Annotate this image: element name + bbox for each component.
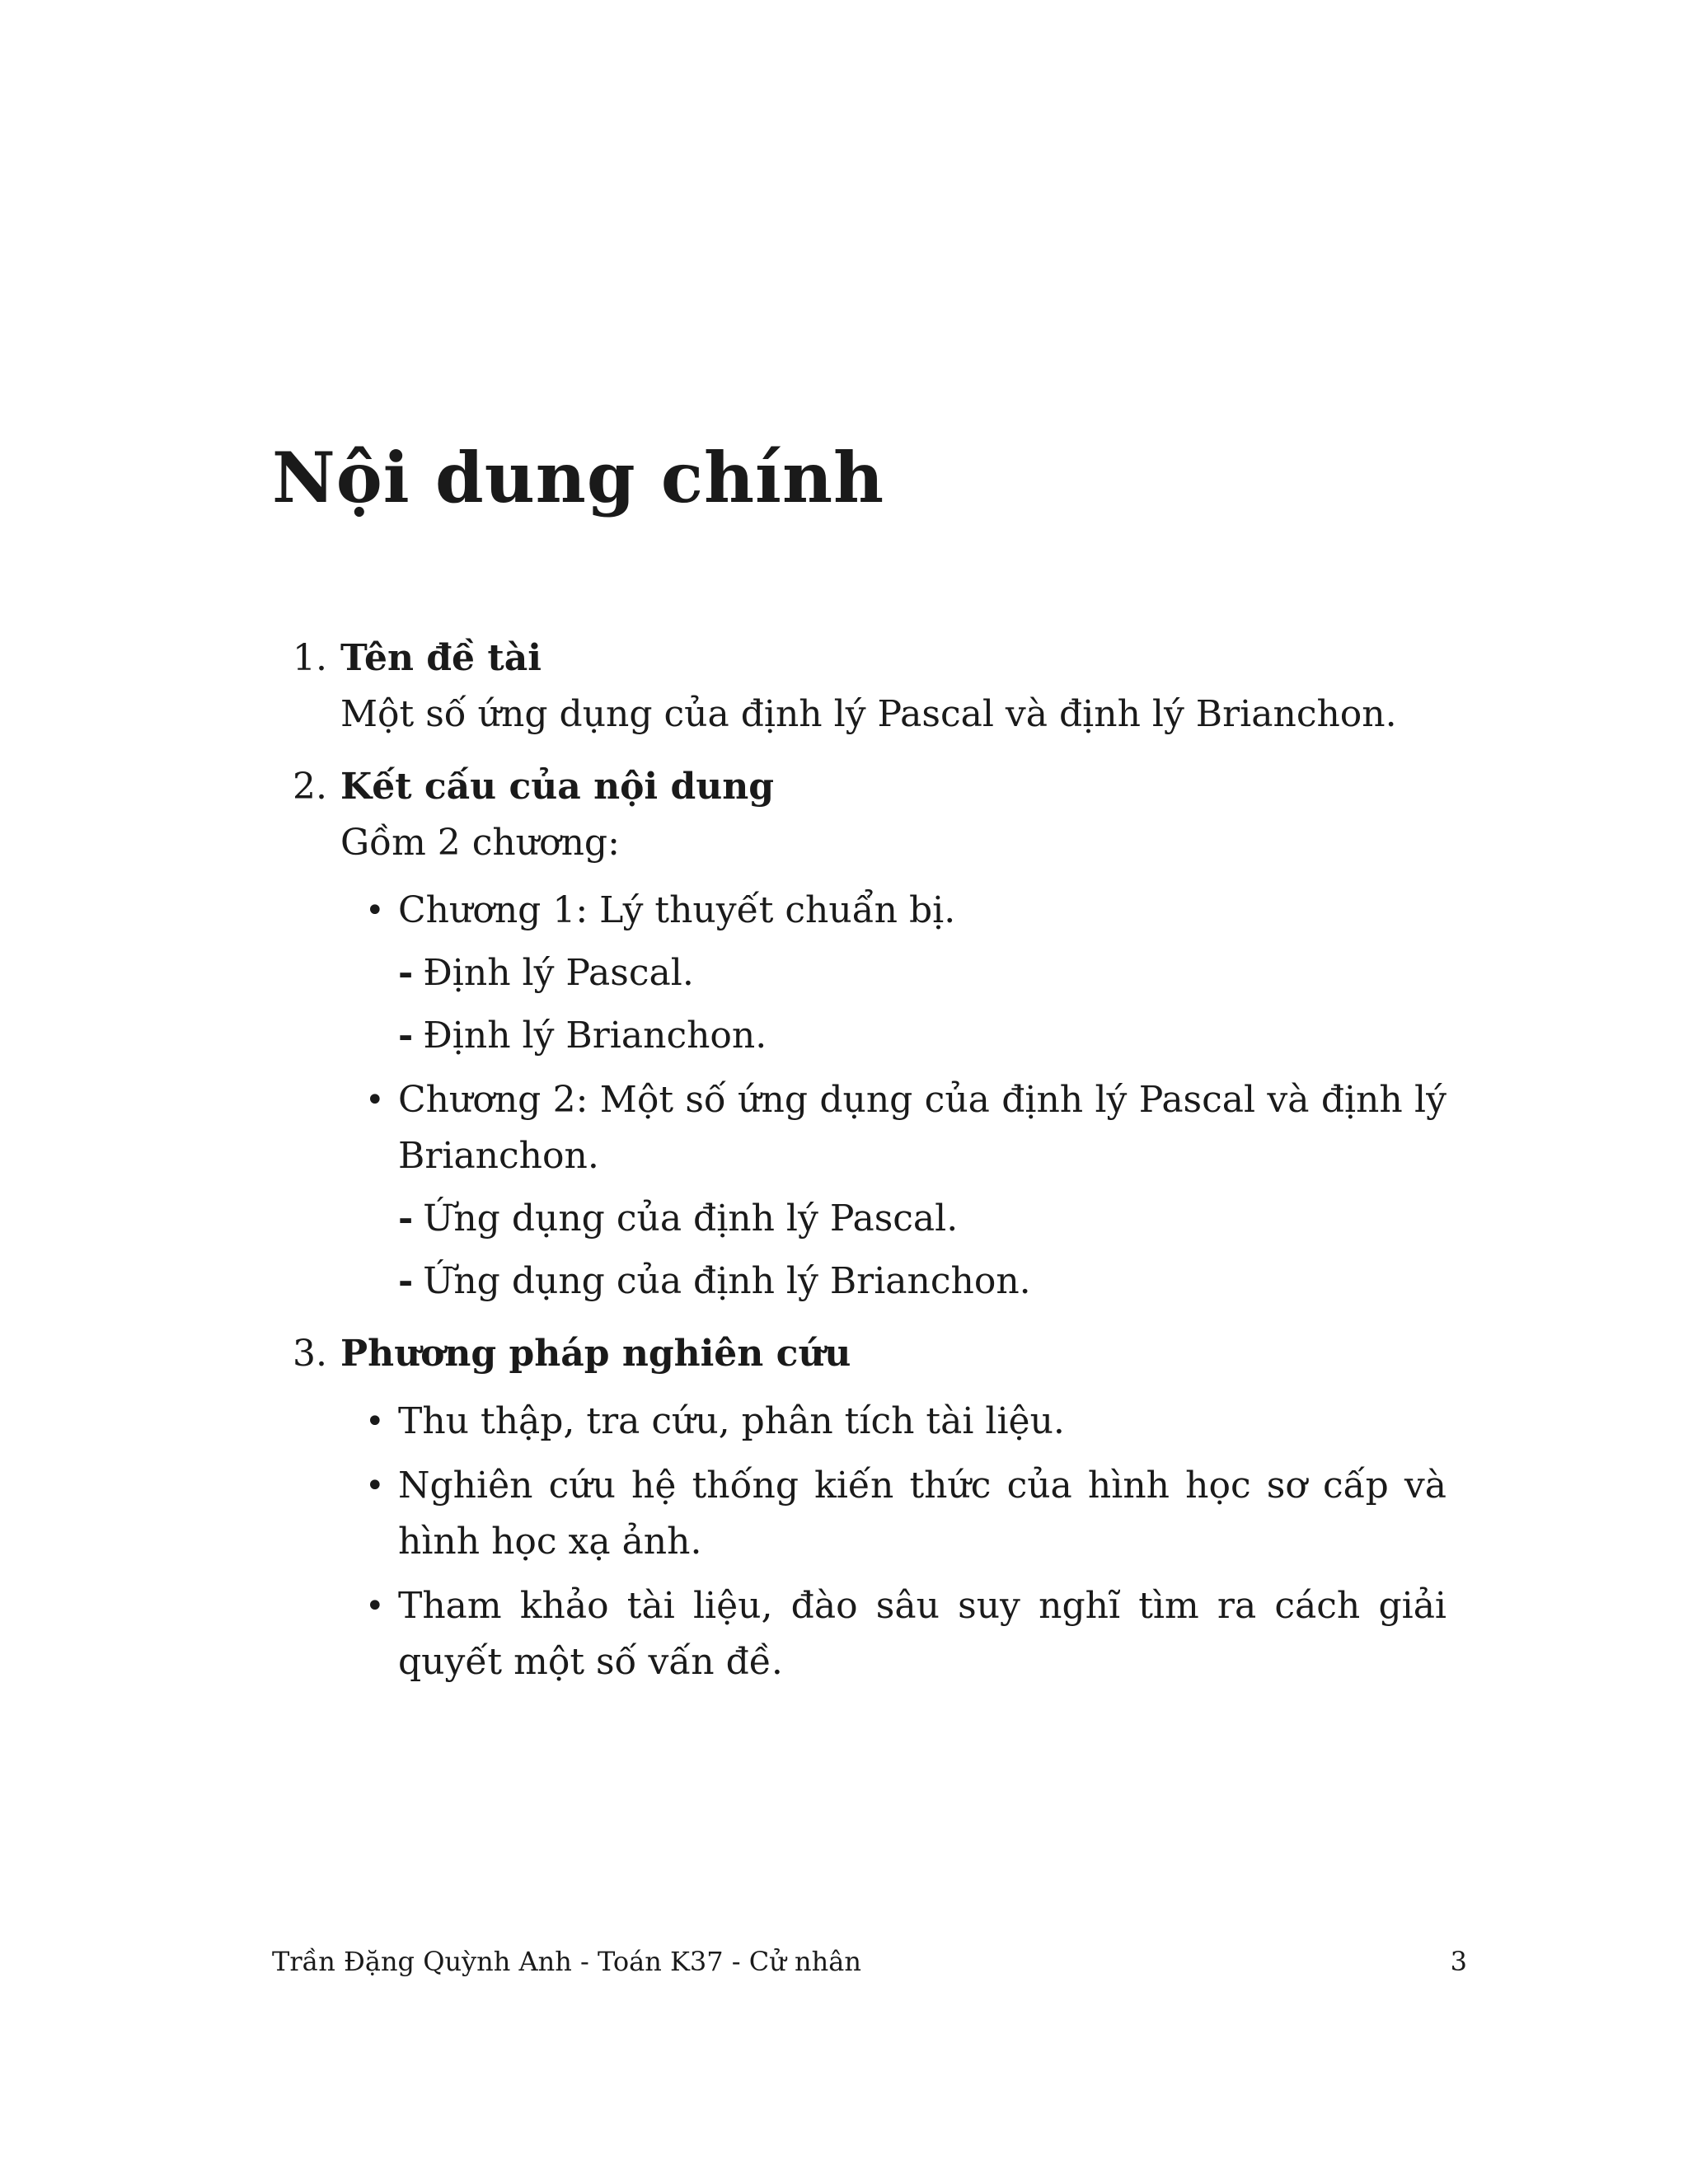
section-title: Kết cấu của nội dung — [340, 766, 774, 808]
page-title: Nội dung chính — [272, 437, 885, 518]
sub-item-text: Định lý Brianchon. — [423, 1015, 767, 1057]
section-topic — [293, 630, 1447, 743]
dash-icon: - — [398, 1015, 414, 1057]
list-item-text: Nghiên cứu hệ thống kiến thức của hình học sơ cấp và hình học xạ ảnh. — [398, 1465, 1447, 1563]
sub-item — [398, 1191, 1447, 1247]
bullet-list — [340, 883, 1447, 1310]
sub-item — [398, 1254, 1447, 1310]
sub-item — [398, 945, 1447, 1001]
bullet-icon: • — [365, 1081, 385, 1119]
section-number: 3. — [293, 1333, 327, 1375]
dash-icon: - — [398, 952, 414, 994]
sub-item-text: Ứng dụng của định lý Pascal. — [423, 1197, 959, 1240]
section-title: Phương pháp nghiên cứu — [340, 1333, 851, 1375]
footer-author: Trần Đặng Quỳnh Anh - Toán K37 - Cử nhân — [272, 1946, 861, 1977]
section-structure — [293, 759, 1447, 1310]
section-text: Một số ứng dụng của định lý Pascal và định lý Brianchon. — [340, 693, 1397, 735]
dash-icon: - — [398, 1260, 414, 1302]
bullet-list — [340, 1394, 1447, 1690]
page-number: 3 — [1450, 1946, 1467, 1977]
bullet-icon: • — [365, 1403, 385, 1441]
list-item — [340, 1394, 1447, 1450]
list-item — [340, 1072, 1447, 1310]
list-item — [340, 1458, 1447, 1570]
sub-item-text: Ứng dụng của định lý Brianchon. — [423, 1260, 1031, 1302]
dash-icon: - — [398, 1197, 414, 1240]
bullet-icon: • — [365, 892, 385, 930]
section-body — [340, 1326, 1447, 1690]
list-item-text: Chương 2: Một số ứng dụng của định lý Pascal và định lý Brianchon. — [398, 1079, 1447, 1177]
list-item-body — [398, 883, 1447, 1064]
sub-item-text: Định lý Pascal. — [423, 952, 694, 994]
list-item-text: Thu thập, tra cứu, phân tích tài liệu. — [398, 1400, 1065, 1442]
list-item-text: Tham khảo tài liệu, đào sâu suy nghĩ tìm ra cách giải quyết một số vấn đề. — [398, 1585, 1447, 1683]
bullet-icon: • — [365, 1587, 385, 1625]
list-item-body — [398, 1072, 1447, 1310]
list-item-text: Chương 1: Lý thuyết chuẩn bị. — [398, 889, 956, 931]
list-item — [340, 883, 1447, 1064]
bullet-icon: • — [365, 1467, 385, 1505]
section-title: Tên đề tài — [340, 637, 542, 679]
section-body — [340, 759, 1447, 1310]
section-body — [340, 630, 1447, 743]
section-text: Gồm 2 chương: — [340, 822, 620, 864]
page-footer — [272, 1945, 1467, 1978]
section-methods — [293, 1326, 1447, 1690]
main-content — [293, 630, 1447, 1707]
section-number: 2. — [293, 766, 327, 808]
section-number: 1. — [293, 637, 327, 679]
sub-item — [398, 1008, 1447, 1064]
list-item — [340, 1578, 1447, 1690]
